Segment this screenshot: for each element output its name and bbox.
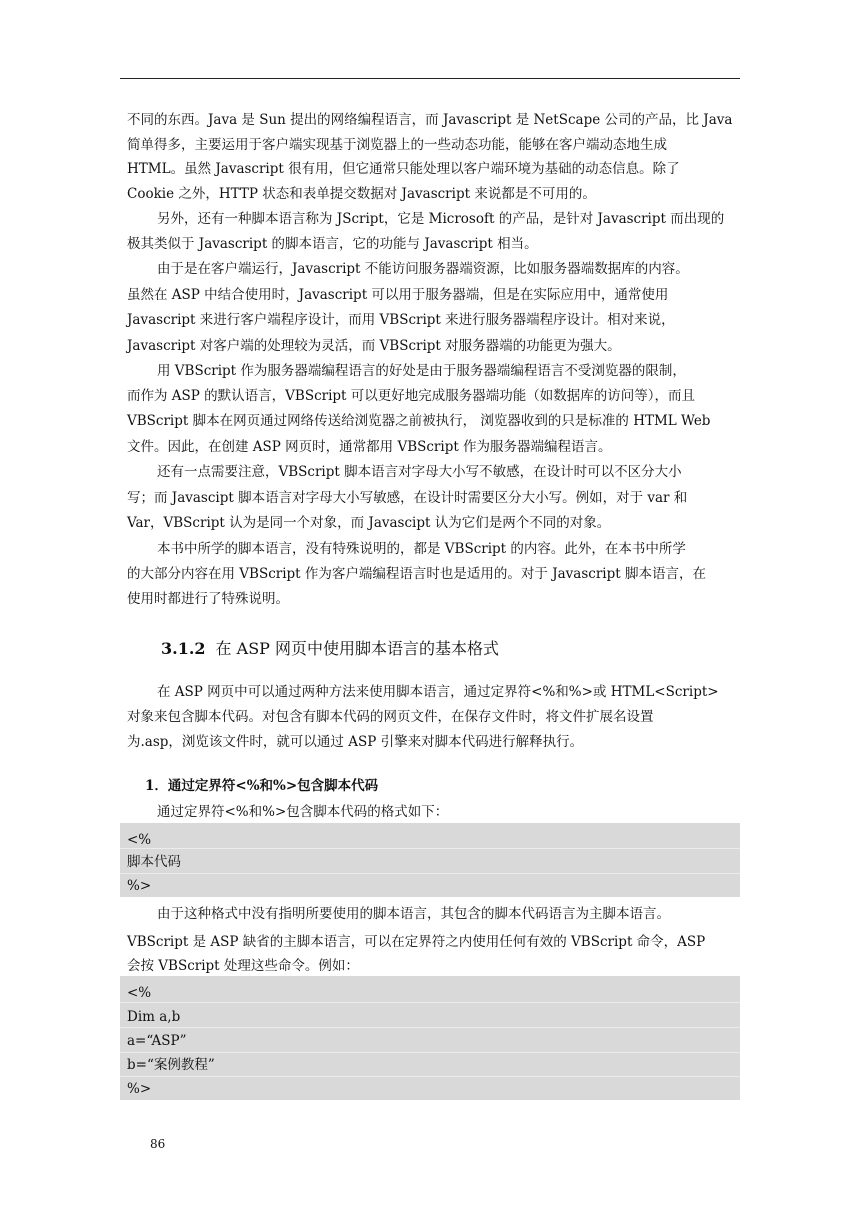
code-line: 脚本代码 (127, 854, 181, 870)
text-line: 虽然在 ASP 中结合使用时，Javascript 可以用于服务器端，但是在实际应用中，通常使用 (127, 287, 669, 303)
subsection-heading: 1．通过定界符<%和%>包含脚本代码 (145, 778, 379, 794)
section-heading (161, 636, 499, 662)
code-line: <% (127, 985, 152, 1001)
text-line: HTML。虽然 Javascript 很有用，但它通常只能处理以客户端环境为基础的动态信息。除了 (127, 161, 680, 177)
text-line: 使用时都进行了特殊说明。 (127, 591, 289, 607)
page-number: 86 (150, 1137, 166, 1151)
header-rule (120, 78, 740, 79)
section-title: 在 ASP 网页中使用脚本语言的基本格式 (215, 639, 500, 658)
after-code-line: 会按 VBScript 处理这些命令。例如： (127, 958, 359, 974)
code-divider (120, 1076, 740, 1077)
intro-line: 对象来包含脚本代码。对包含有脚本代码的网页文件，在保存文件时，将文件扩展名设置 (127, 709, 654, 725)
after-code-line: VBScript 是 ASP 缺省的主脚本语言，可以在定界符之内使用任何有效的 VBScript 命令，ASP (127, 934, 706, 950)
text-line: 文件。因此，在创建 ASP 网页时，通常都用 VBScript 作为服务器端编程语言。 (127, 439, 612, 455)
text-line: 极其类似于 Javascript 的脚本语言，它的功能与 Javascript 相当。 (127, 236, 538, 252)
text-line: 的大部分内容在用 VBScript 作为客户端编程语言时也是适用的。对于 Javascript 脚本语言，在 (127, 566, 706, 582)
intro-line: 在 ASP 网页中可以通过两种方法来使用脚本语言，通过定界符<%和%>或 HTML<Script> (157, 684, 719, 700)
after-code-line: 由于这种格式中没有指明所要使用的脚本语言，其包含的脚本代码语言为主脚本语言。 (157, 906, 670, 922)
code-divider (120, 873, 740, 874)
code-divider (120, 1027, 740, 1028)
code-line: Dim a,b (127, 1009, 181, 1025)
text-line: 本书中所学的脚本语言，没有特殊说明的，都是 VBScript 的内容。此外，在本书中所学 (157, 541, 686, 557)
code-line: b=“案例教程” (127, 1057, 215, 1073)
code-line: %> (127, 1081, 152, 1097)
code-divider (120, 1002, 740, 1003)
code-line: a=“ASP” (127, 1033, 187, 1049)
text-line: 另外，还有一种脚本语言称为 JScript，它是 Microsoft 的产品，是针对 Javascript 而出现的 (157, 211, 725, 227)
intro-line: 为.asp，浏览该文件时，就可以通过 ASP 引擎来对脚本代码进行解释执行。 (127, 734, 584, 750)
text-line: Javascript 对客户端的处理较为灵活，而 VBScript 对服务器端的功能更为强大。 (127, 338, 621, 354)
code-line: %> (127, 878, 152, 894)
format-intro: 通过定界符<%和%>包含脚本代码的格式如下： (157, 804, 449, 820)
code-block-2 (120, 976, 740, 1100)
section-number: 3.1.2 (161, 639, 206, 658)
text-line: 用 VBScript 作为服务器端编程语言的好处是由于服务器端编程语言不受浏览器的限制， (157, 363, 686, 379)
text-line: 由于是在客户端运行，Javascript 不能访问服务器端资源，比如服务器端数据库的内容。 (157, 261, 689, 277)
text-line: Var，VBScript 认为是同一个对象，而 Javascipt 认为它们是两个不同的对象。 (127, 515, 611, 531)
text-line: 还有一点需要注意，VBScript 脚本语言对字母大小写不敏感，在设计时可以不区分大小 (157, 464, 682, 480)
text-line: 而作为 ASP 的默认语言，VBScript 可以更好地完成服务器端功能（如数据库的访问等），而且 (127, 388, 696, 404)
text-line: VBScript 脚本在网页通过网络传送给浏览器之前被执行， 浏览器收到的只是标准的 HTML Web (127, 413, 711, 429)
text-line: Cookie 之外，HTTP 状态和表单提交数据对 Javascript 来说都是不可用的。 (127, 186, 596, 202)
text-line: Javascript 来进行客户端程序设计，而用 VBScript 来进行服务器端程序设计。相对来说， (127, 312, 675, 328)
text-line: 简单得多，主要运用于客户端实现基于浏览器上的一些动态功能，能够在客户端动态地生成 (127, 137, 667, 153)
text-line: 写；而 Javascipt 脚本语言对字母大小写敏感，在设计时需要区分大小写。例如，对于 var 和 (127, 490, 688, 506)
code-divider (120, 1052, 740, 1053)
code-block-1 (120, 823, 740, 897)
code-divider (120, 848, 740, 849)
text-line: 不同的东西。Java 是 Sun 提出的网络编程语言，而 Javascript 是 NetScape 公司的产品，比 Java (127, 112, 733, 128)
code-line: <% (127, 832, 152, 848)
